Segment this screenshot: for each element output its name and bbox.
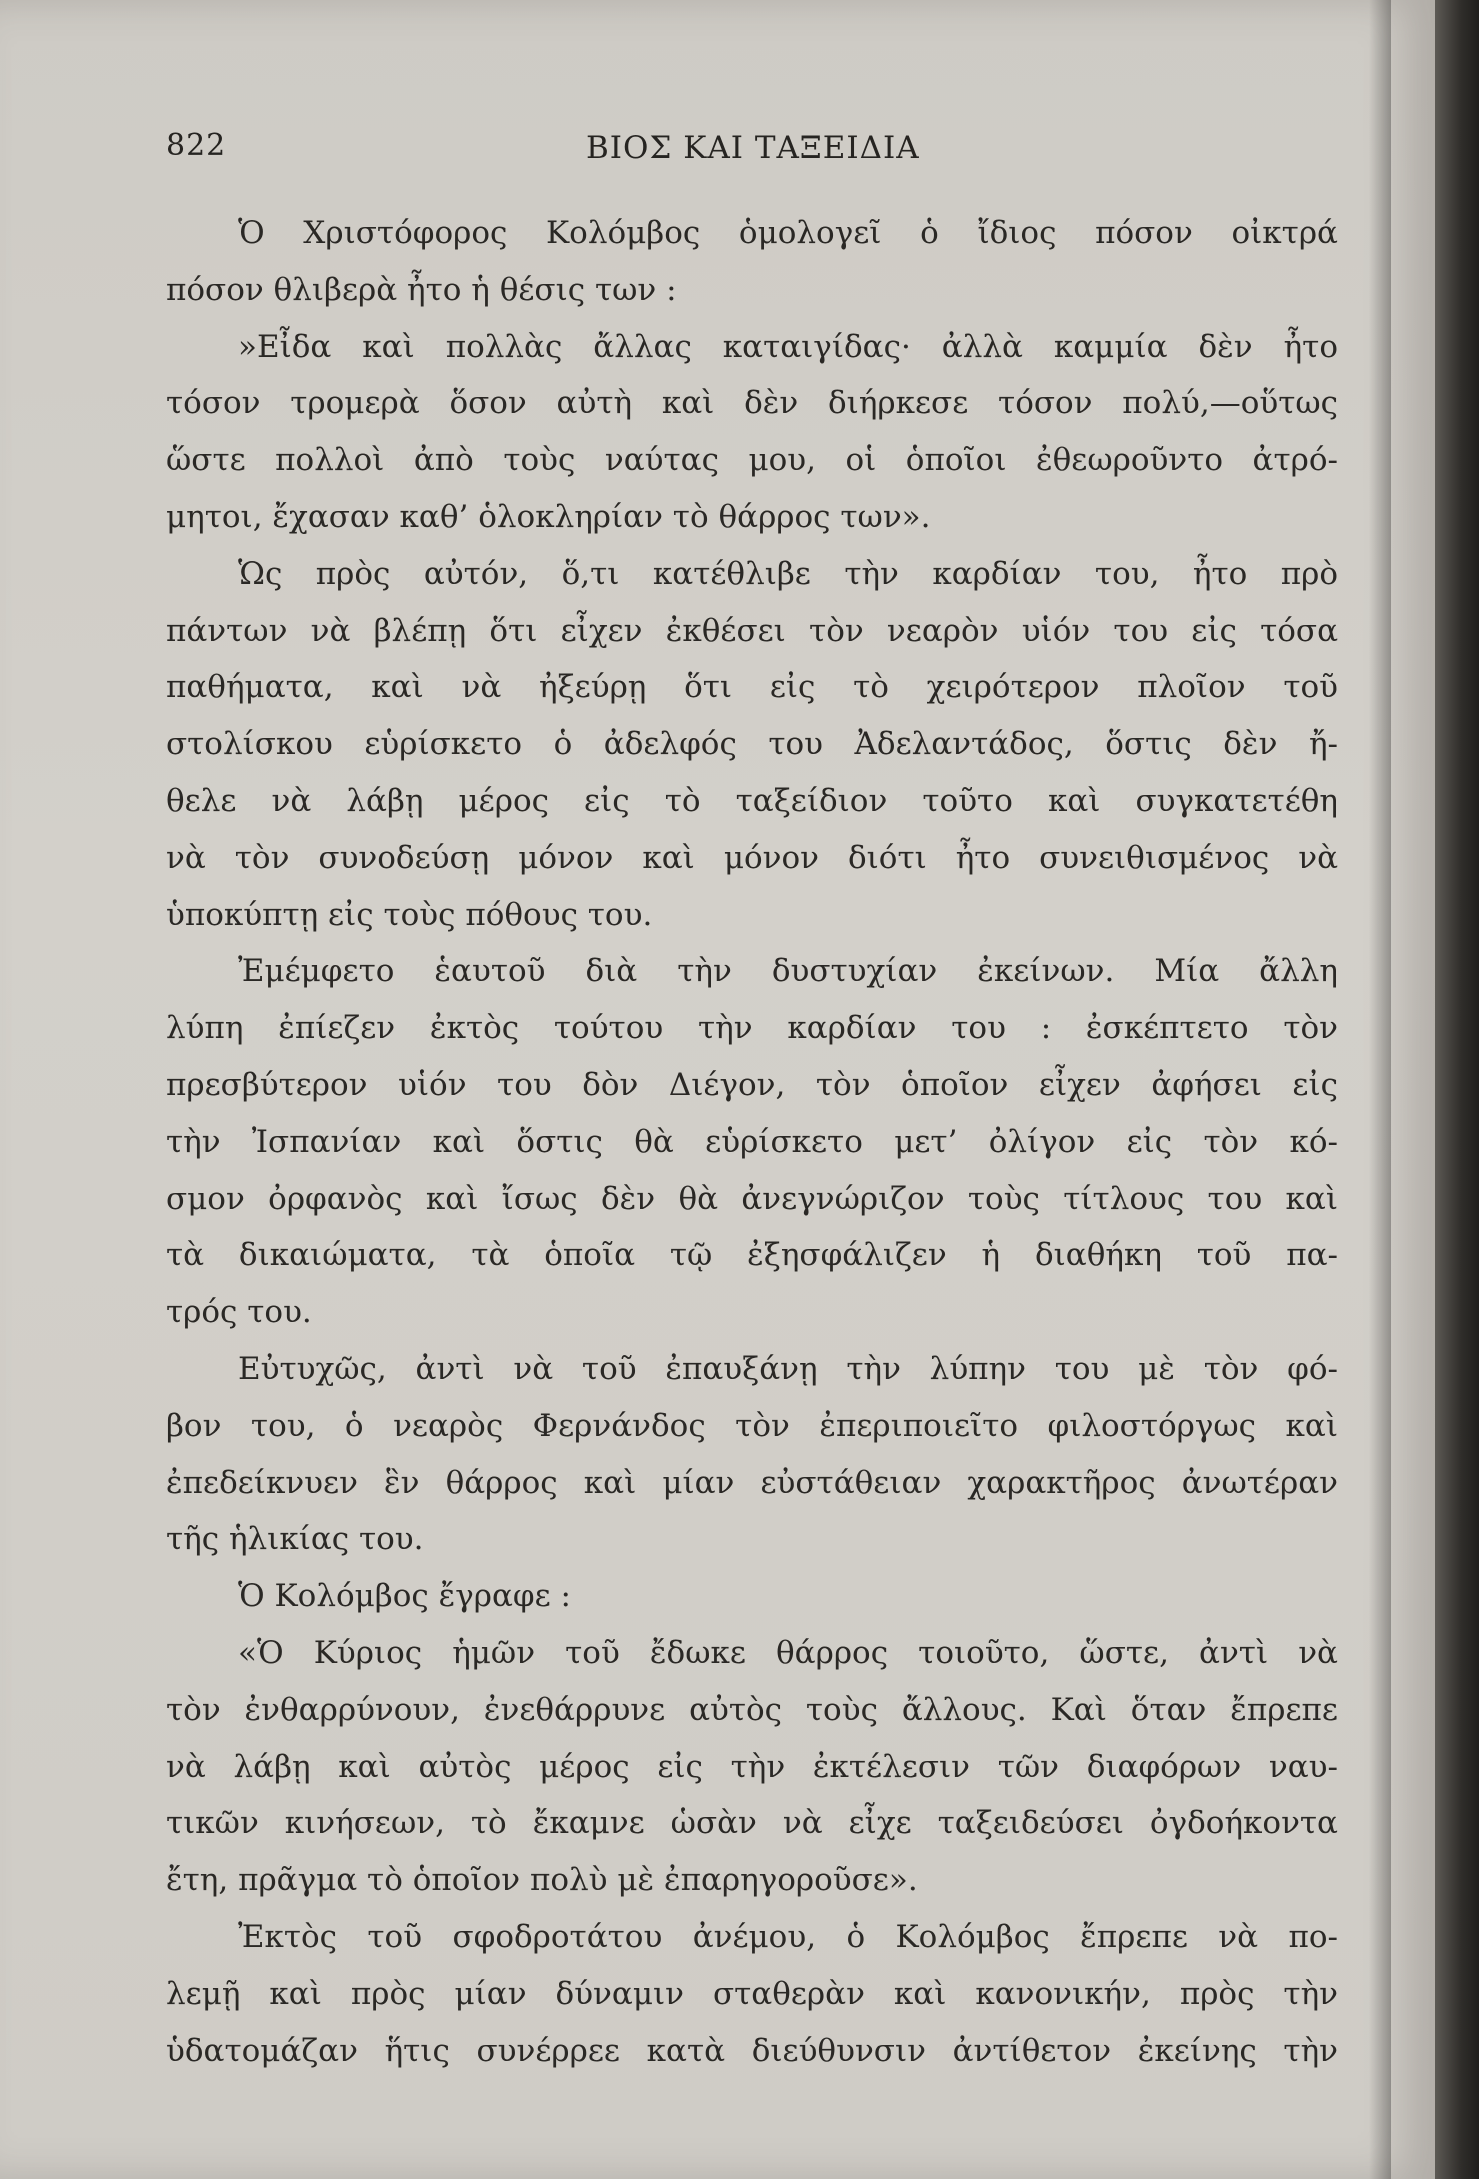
- text-line: μητοι, ἔχασαν καθ’ ὁλοκληρίαν τὸ θάρρος των».: [166, 498, 931, 535]
- text-line: ἔτη, πρᾶγμα τὸ ὁποῖον πολὺ μὲ ἐπαρηγοροῦσε».: [166, 1862, 918, 1899]
- text-line: »Εἶδα καὶ πολλὰς ἄλλας καταιγίδας· ἀλλὰ καμμία δὲν ἦτο: [238, 328, 1338, 365]
- text-line: τικῶν κινήσεων, τὸ ἔκαμνε ὡσὰν νὰ εἶχε ταξειδεύσει ὀγδοήκοντα: [166, 1805, 1338, 1842]
- text-line: νὰ λάβῃ καὶ αὐτὸς μέρος εἰς τὴν ἐκτέλεσιν τῶν διαφόρων ναυ-: [166, 1748, 1338, 1785]
- text-line: τῆς ἡλικίας του.: [166, 1521, 424, 1558]
- text-line: Ὡς πρὸς αὐτόν, ὅ,τι κατέθλιβε τὴν καρδίαν του, ἦτο πρὸ: [238, 555, 1338, 592]
- text-line: Ὁ Χριστόφορος Κολόμβος ὁμολογεῖ ὁ ἴδιος πόσον οἰκτρά: [238, 215, 1338, 251]
- text-line: στολίσκου εὑρίσκετο ὁ ἀδελφός του Ἀδελαντάδος, ὅστις δὲν ἤ-: [166, 726, 1338, 763]
- text-line: τρός του.: [166, 1294, 312, 1331]
- text-line: «Ὁ Κύριος ἡμῶν τοῦ ἔδωκε θάρρος τοιοῦτο, ὥστε, ἀντὶ νὰ: [238, 1634, 1338, 1671]
- text-line: τὸν ἐνθαρρύνουν, ἐνεθάρρυνε αὐτὸς τοὺς ἄλλους. Καὶ ὅταν ἔπρεπε: [166, 1691, 1338, 1728]
- text-line: σμον ὀρφανὸς καὶ ἴσως δὲν θὰ ἀνεγνώριζον τοὺς τίτλους του καὶ: [166, 1180, 1338, 1217]
- page-number: 822: [166, 128, 227, 163]
- text-line: νὰ τὸν συνοδεύσῃ μόνον καὶ μόνον διότι ἦτο συνειθισμένος νὰ: [166, 839, 1338, 876]
- text-line: Ὁ Κολόμβος ἔγραφε :: [238, 1578, 571, 1615]
- text-line: λεμῇ καὶ πρὸς μίαν δύναμιν σταθερὰν καὶ κανονικήν, πρὸς τὴν: [166, 1975, 1338, 2012]
- text-line: ὑδατομάζαν ἥτις συνέρρεε κατὰ διεύθυνσιν ἀντίθετον ἐκείνης τὴν: [166, 2032, 1338, 2069]
- text-line: τὰ δικαιώματα, τὰ ὁποῖα τῷ ἐξησφάλιζεν ἡ διαθήκη τοῦ πα-: [166, 1237, 1338, 1274]
- text-line: παθήματα, καὶ νὰ ἠξεύρῃ ὅτι εἰς τὸ χειρότερον πλοῖον τοῦ: [166, 669, 1338, 706]
- gutter-shadow: [1369, 0, 1391, 2179]
- text-line: πρεσβύτερον υἱόν του δὸν Διέγον, τὸν ὁποῖον εἶχεν ἀφήσει εἰς: [166, 1066, 1338, 1103]
- text-line: ὑποκύπτῃ εἰς τοὺς πόθους του.: [166, 896, 653, 933]
- text-line: Εὐτυχῶς, ἀντὶ νὰ τοῦ ἐπαυξάνῃ τὴν λύπην του μὲ τὸν φό-: [238, 1350, 1338, 1387]
- text-line: Ἐκτὸς τοῦ σφοδροτάτου ἀνέμου, ὁ Κολόμβος ἔπρεπε νὰ πο-: [238, 1918, 1338, 1955]
- text-line: τόσον τρομερὰ ὅσον αὐτὴ καὶ δὲν διήρκεσε τόσον πολύ,—οὕτως: [166, 385, 1338, 422]
- text-line: βον του, ὁ νεαρὸς Φερνάνδος τὸν ἐπεριποιεῖτο φιλοστόργως καὶ: [166, 1407, 1338, 1444]
- text-line: πόσον θλιβερὰ ἦτο ἡ θέσις των :: [166, 271, 677, 308]
- book-spine: [1435, 0, 1479, 2179]
- page-header: [166, 128, 1326, 178]
- text-line: Ἐμέμφετο ἑαυτοῦ διὰ τὴν δυστυχίαν ἐκείνων. Μία ἄλλη: [238, 953, 1338, 990]
- text-line: ἐπεδείκνυεν ἓν θάρρος καὶ μίαν εὐστάθειαν χαρακτῆρος ἀνωτέραν: [166, 1464, 1338, 1501]
- text-line: λύπη ἐπίεζεν ἐκτὸς τούτου τὴν καρδίαν του : ἐσκέπτετο τὸν: [166, 1010, 1338, 1047]
- text-line: θελε νὰ λάβῃ μέρος εἰς τὸ ταξείδιον τοῦτο καὶ συγκατετέθη: [166, 782, 1338, 819]
- text-line: τὴν Ἰσπανίαν καὶ ὅστις θὰ εὑρίσκετο μετ’ ὀλίγον εἰς τὸν κό-: [166, 1123, 1338, 1160]
- text-line: ὥστε πολλοὶ ἀπὸ τοὺς ναύτας μου, οἱ ὁποῖοι ἐθεωροῦντο ἀτρό-: [166, 442, 1338, 479]
- running-title: ΒΙΟΣ ΚΑΙ ΤΑΞΕΙΔΙΑ: [586, 130, 920, 166]
- text-line: πάντων νὰ βλέπῃ ὅτι εἶχεν ἐκθέσει τὸν νεαρὸν υἱόν του εἰς τόσα: [166, 612, 1338, 649]
- body-text: [166, 205, 1338, 2079]
